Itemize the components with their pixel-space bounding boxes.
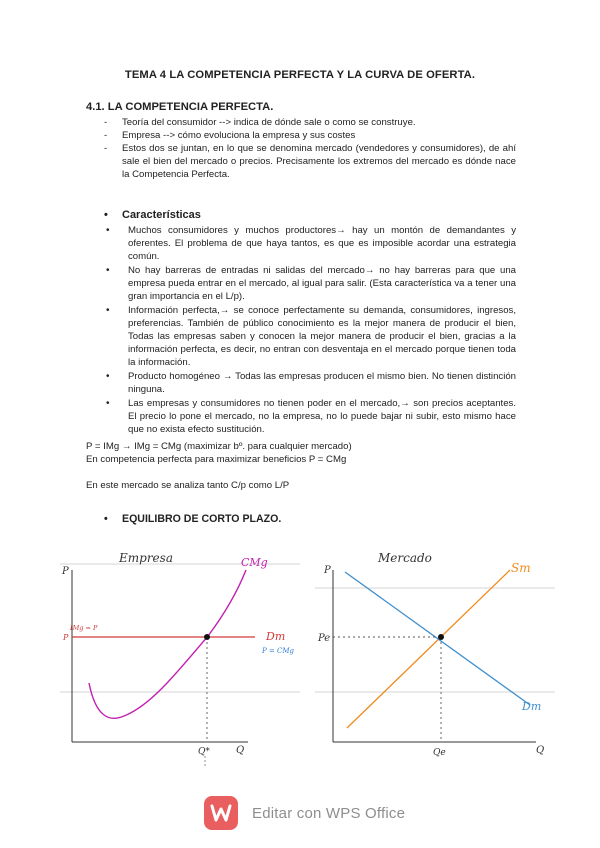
market-qe-label: Qe: [433, 748, 446, 758]
wps-logo-icon: [204, 796, 238, 830]
market-x-label: Q: [536, 745, 545, 756]
wps-w-glyph: [204, 796, 238, 830]
analysis-line: En este mercado se analiza tanto C/p como L/P: [86, 480, 290, 491]
feature-item: • Muchos consumidores y muchos productores→ hay un montón de demandantes y oferentes. El problema de que haya tantos, es que es imposible acordar una estrategia común.: [104, 224, 516, 263]
market-dm-label: Dm: [522, 700, 542, 713]
market-graph: [315, 551, 555, 758]
firm-img-note: IMg = P: [70, 624, 98, 632]
feature-item: • Información perfecta,→ se conoce perfectamente su demanda, consumidores, ingresos, preferencias. También de público conocimiento es la mejor manera de producir el bien, Todas las empresas saben y conocen la mejor manera de producir el bien, gracias a la información perfecta, es decir, no entran con desventaja en el mercado porque tienen toda la información.: [104, 304, 516, 369]
equilibrium-heading: [104, 513, 281, 525]
market-y-label: P: [324, 565, 331, 576]
features-heading: [104, 209, 201, 221]
market-supply-line: [347, 570, 510, 728]
equilibrium-heading-text: EQUILIBRO DE CORTO PLAZO.: [122, 513, 282, 525]
firm-price-label: P: [63, 633, 69, 642]
market-equilibrium-point: [438, 634, 444, 640]
feature-item: • No hay barreras de entradas ni salidas del mercado→ no hay barreras para que una empresa pueda entrar en el mercado, al igual para salir. (Esta característica va a tener una gran importancia en el L/p).: [104, 264, 516, 303]
market-sm-label: Sm: [511, 561, 531, 575]
dash-item: - Estos dos se juntan, en lo que se denomina mercado (vendedores y consumidores), de ahí sale el bien del mercado o precios. Precisamente los extremos del mercado es dónde nace la Competencia Perfecta.: [104, 142, 516, 181]
document-title: TEMA 4 LA COMPETENCIA PERFECTA Y LA CURVA DE OFERTA.: [124, 69, 476, 81]
wps-edit-label[interactable]: Editar con WPS Office: [252, 805, 406, 822]
wps-edit-bar[interactable]: [0, 790, 600, 840]
features-heading-text: Características: [122, 209, 201, 221]
bullet-icon: •: [104, 513, 108, 525]
firm-p-cmg-label: P = CMg: [262, 647, 295, 655]
firm-cmg-label: CMg: [241, 556, 268, 569]
firm-dm-label: Dm: [266, 630, 286, 643]
firm-q-label: Q*: [198, 747, 210, 757]
feature-item: • Producto homogéneo → Todas las empresas producen el mismo bien. No tienen distinción ninguna.: [104, 370, 516, 396]
dash-item: - Empresa --> cómo evoluciona la empresa y sus costes: [104, 129, 516, 142]
maximize-line: En competencia perfecta para maximizar beneficios P = CMg: [86, 454, 347, 465]
firm-x-label: Q: [236, 745, 245, 756]
bullet-icon: •: [104, 209, 108, 221]
firm-equilibrium-point: [204, 634, 210, 640]
formula-line: P = IMg → IMg = CMg (maximizar bº. para cualquier mercado): [86, 441, 352, 452]
firm-title: Empresa: [119, 551, 173, 565]
market-pe-label: Pe: [318, 633, 331, 644]
firm-cmg-curve: [89, 570, 246, 718]
features-list: [104, 224, 516, 437]
firm-graph: [60, 551, 300, 768]
market-demand-line: [345, 572, 530, 705]
firm-y-label: P: [62, 566, 69, 577]
equilibrium-graphs: [0, 540, 600, 770]
dash-item: - Teoría del consumidor --> indica de dónde sale o como se construye.: [104, 116, 516, 129]
section-title: 4.1. LA COMPETENCIA PERFECTA.: [86, 101, 274, 113]
market-title: Mercado: [378, 551, 432, 565]
dash-list: [104, 116, 516, 181]
feature-item: • Las empresas y consumidores no tienen poder en el mercado,→ son precios aceptantes. El precio lo pone el mercado, no la empresa, no lo puede bajar ni subir, esto mismo hace que no exista efecto sustitución.: [104, 397, 516, 436]
